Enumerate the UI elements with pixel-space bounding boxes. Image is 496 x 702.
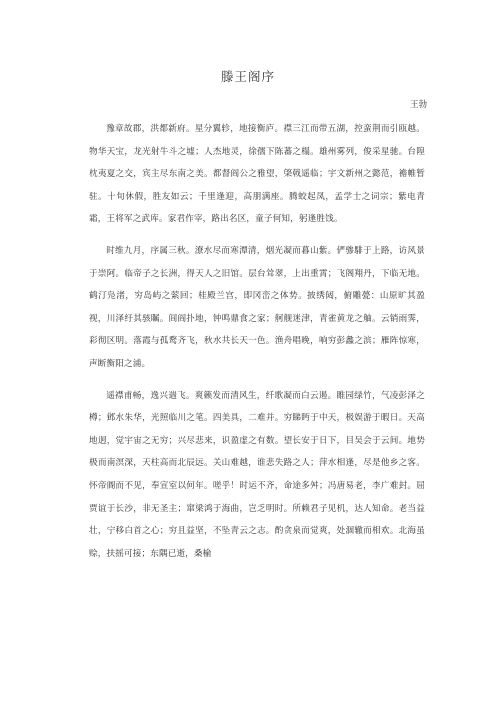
paragraph: 豫章故郡，洪都新府。星分翼轸，地接衡庐。襟三江而带五湖，控蛮荆而引瓯越。物华天宝，龙光射牛斗之墟；人杰地灵，徐孺下陈蕃之榻。雄州雾列，俊采星驰。台隍枕夷夏之交，宾主尽东南之美。都督阎公之雅望，棨戟遥临；宇文新州之懿范，襜帷暂驻。十旬休假，胜友如云；千里逢迎，高朋满座。腾蛟起凤，孟学士之词宗；紫电青霜，王将军之武库。家君作宰，路出名区，童子何知，躬逢胜饯。	[89, 124, 425, 225]
document-body	[89, 118, 425, 574]
document-author: 王勃	[409, 100, 427, 110]
paragraph: 时维九月，序属三秋。潦水尽而寒潭清，烟光凝而暮山紫。俨骖騑于上路，访风景于崇阿。临帝子之长洲，得天人之旧馆。层台耸翠，上出重霄；飞阁翔丹，下临无地。鹤汀凫渚，穷岛屿之萦回；桂殿兰宫，即冈峦之体势。披绣闼，俯雕甍：山原旷其盈视，川泽纡其骇瞩。闾阎扑地，钟鸣鼎食之家；舸舰迷津，青雀黄龙之舳。云销雨霁，彩彻区明。落霞与孤鹜齐飞，秋水共长天一色。渔舟唱晚，响穷彭蠡之滨；雁阵惊寒，声断衡阳之浦。	[89, 245, 425, 369]
paragraph: 遥襟甫畅，逸兴遄飞。爽籁发而清风生，纤歌凝而白云遏。睢园绿竹，气凌彭泽之樽；邺水朱华，光照临川之笔。四美具，二难并。穷睇眄于中天，极娱游于暇日。天高地迥，觉宇宙之无穷；兴尽悲来，识盈虚之有数。望长安于日下，目吴会于云间。地势极而南溟深，天柱高而北辰远。关山难越，谁悲失路之人；萍水相逢，尽是他乡之客。怀帝阍而不见，奉宣室以何年。嗟乎！时运不齐，命途多舛；冯唐易老，李广难封。屈贾谊于长沙，非无圣主；窜梁鸿于海曲，岂乏明时。所赖君子见机，达人知命。老当益壮，宁移白首之心；穷且益坚，不坠青云之志。酌贪泉而觉爽，处涸辙而相欢。北海虽赊，扶摇可接；东隅已逝，桑榆	[89, 390, 425, 559]
document-title: 滕王阁序	[220, 69, 275, 84]
